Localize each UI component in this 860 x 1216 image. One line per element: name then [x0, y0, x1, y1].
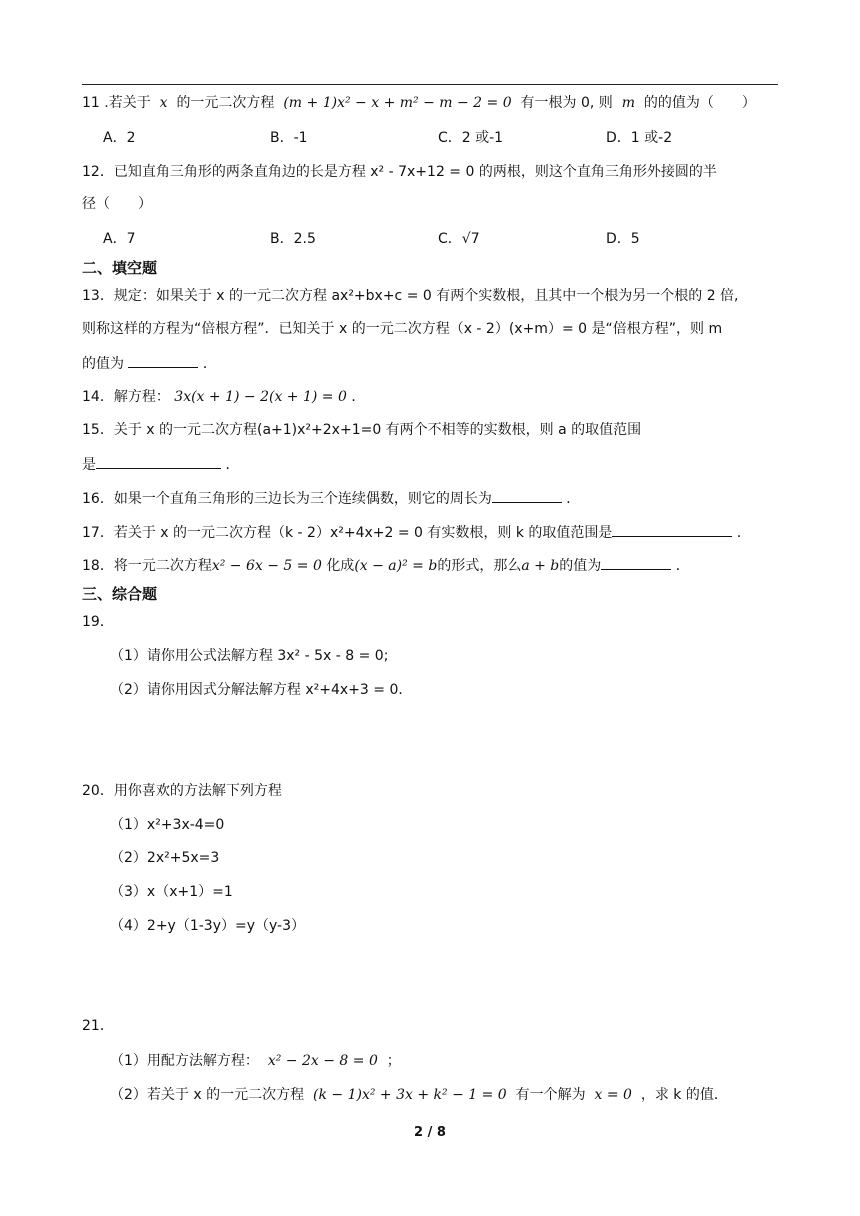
question-14: 14．解方程： 3x(x + 1) − 2(x + 1) = 0 ．: [82, 389, 366, 405]
answer-blank: [128, 353, 198, 368]
question-13-line1: 13．规定：如果关于 x 的一元二次方程 ax²+bx+c = 0 有两个实数根，且其中一个根为另一个根的 2 倍,: [82, 288, 739, 304]
question-18: 18．将一元二次方程x² − 6x − 5 = 0 化成(x − a)² = b的形式，那么a + b的值为 ．: [82, 555, 690, 576]
q12-option-c: C．√7: [438, 231, 480, 247]
question-20-part4: （4）2+y（1-3y）=y（y-3）: [110, 918, 305, 934]
q12-option-a: A．7: [103, 231, 136, 247]
question-21-part1: （1）用配方法解方程： x² − 2x − 8 = 0 ；: [110, 1053, 401, 1069]
q11-option-c: C．2 或-1: [438, 130, 504, 146]
question-12-line1: 12．已知直角三角形的两条直角边的长是方程 x² - 7x+12 = 0 的两根，则这个直角三角形外接圆的半: [82, 164, 717, 180]
q11-option-a: A．2: [103, 130, 136, 146]
q18-equation-2: (x − a)² = b: [354, 558, 438, 574]
question-20-part1: （1）x²+3x-4=0: [110, 817, 225, 833]
answer-blank: [612, 522, 732, 537]
question-13-line3: 的值为 ．: [82, 353, 217, 374]
question-15-line2: 是 ．: [82, 454, 239, 475]
question-19-part2: （2）请你用因式分解法解方程 x²+4x+3 = 0．: [110, 682, 413, 698]
question-15-line1: 15．关于 x 的一元二次方程(a+1)x²+2x+1=0 有两个不相等的实数根，则 a 的取值范围: [82, 422, 642, 438]
answer-blank: [601, 555, 671, 570]
question-20-title: 20．用你喜欢的方法解下列方程: [82, 783, 282, 799]
question-16: 16．如果一个直角三角形的三边长为三个连续偶数，则它的周长为 ．: [82, 488, 580, 509]
question-19-number: 19．: [82, 614, 114, 630]
question-11-stem: 11 .若关于 x 的一元二次方程 (m + 1)x² − x + m² − m − 2 = 0 有一根为 0, 则 m 的的值为（ ）: [82, 95, 756, 111]
question-12-line2: 径（ ）: [82, 196, 152, 212]
q21-equation-2: (k − 1)x² + 3x + k² − 1 = 0: [313, 1087, 507, 1103]
question-21-part2: （2）若关于 x 的一元二次方程 (k − 1)x² + 3x + k² − 1 = 0 有一个解为 x = 0 ，求 k 的值．: [110, 1087, 728, 1103]
q21-equation-1: x² − 2x − 8 = 0: [267, 1053, 378, 1069]
q11-option-d: D．1 或-2: [606, 130, 673, 146]
question-20-part2: （2）2x²+5x=3: [110, 850, 220, 866]
q18-expression: a + b: [521, 558, 560, 574]
answer-blank: [492, 488, 562, 503]
question-17: 17．若关于 x 的一元二次方程（k - 2）x²+4x+2 = 0 有实数根，则 k 的取值范围是 ．: [82, 522, 751, 543]
q11-option-b: B．-1: [270, 130, 308, 146]
question-13-line2: 则称这样的方程为“倍根方程”．已知关于 x 的一元二次方程（x - 2）(x+m）= 0 是“倍根方程”，则 m: [82, 321, 723, 337]
page-number: 2 / 8: [414, 1125, 446, 1140]
section-title-fill-in: 二、填空题: [82, 259, 158, 277]
question-19-part1: （1）请你用公式法解方程 3x² - 5x - 8 = 0;: [110, 648, 389, 664]
question-20-part3: （3）x（x+1）=1: [110, 884, 233, 900]
q21-equation-3: x = 0: [594, 1087, 632, 1103]
question-21-number: 21．: [82, 1018, 114, 1034]
answer-blank: [96, 454, 221, 469]
section-title-comprehensive: 三、综合题: [82, 585, 158, 603]
q11-equation: (m + 1)x² − x + m² − m − 2 = 0: [283, 95, 512, 111]
q12-option-d: D．5: [606, 231, 640, 247]
q14-equation: 3x(x + 1) − 2(x + 1) = 0: [174, 389, 347, 405]
q18-equation-1: x² − 6x − 5 = 0: [211, 558, 322, 574]
header-rule: [82, 84, 778, 85]
q12-option-b: B．2.5: [270, 231, 316, 247]
